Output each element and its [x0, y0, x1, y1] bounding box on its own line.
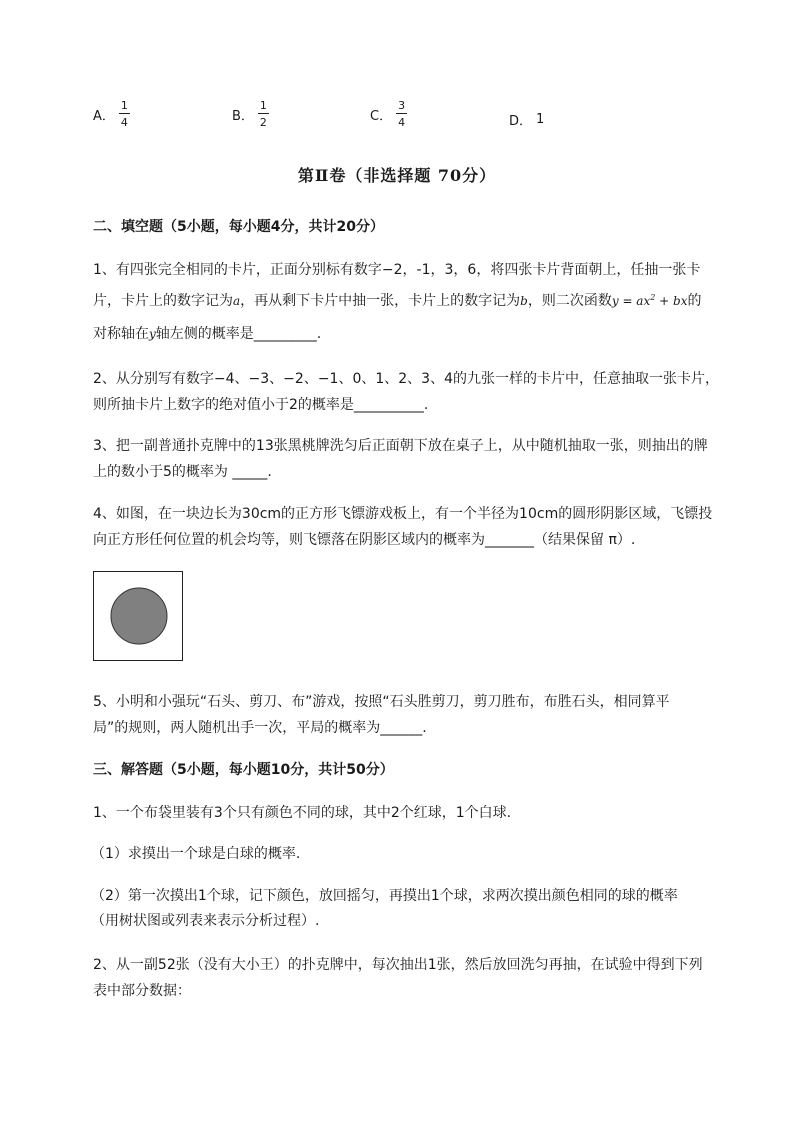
option-d-value: 1 — [536, 112, 545, 127]
option-a-denominator: 4 — [120, 116, 128, 129]
p3-q2-line2: 表中部分数据： — [93, 983, 191, 999]
p2-q4-line1: 4、如图，在一块边长为30cm的正方形飞镖游戏板上，有一个半径为10cm的圆形阴影区域，飞镖投 — [93, 506, 713, 522]
quadratic-function — [612, 294, 688, 308]
option-b-fraction — [258, 100, 269, 128]
option-b-numerator: 1 — [259, 99, 267, 112]
p3-q2-line1: 2、从一副52张（没有大小王）的扑克牌中，每次抽出1张，然后放回洗匀再抽，在试验中得到下列 — [93, 957, 703, 973]
p2-q1-text-e: 对称轴在 — [93, 326, 149, 342]
p3-q1-sub2-line2: （用树状图或列表来表示分析过程）. — [91, 913, 320, 929]
var-y: y — [149, 327, 156, 341]
part2-heading: 二、填空题（5小题，每小题4分，共计20分） — [93, 219, 384, 235]
option-c-denominator: 4 — [398, 116, 406, 129]
var-a: a — [233, 294, 241, 308]
dartboard-svg — [94, 572, 184, 662]
option-a-numerator: 1 — [120, 99, 128, 112]
func-main: y = ax — [611, 294, 651, 308]
p2-q2-line2: 则所抽卡片上数字的绝对值小于2的概率是__________. — [93, 397, 429, 413]
p2-q1-text-a: 片，卡片上的数字记为 — [93, 293, 233, 309]
func-tail: + bx — [655, 294, 688, 308]
option-c-numerator: 3 — [398, 99, 406, 112]
p3-q1-line1: 1、一个布袋里装有3个只有颜色不同的球，其中2个红球，1个白球. — [93, 805, 512, 821]
p2-q1-text-b: ，再从剩下卡片中抽一张，卡片上的数字记为 — [240, 293, 521, 309]
option-b — [232, 100, 269, 128]
option-c-label: C． — [370, 108, 393, 124]
p2-q1-text-c: ，则二次函数 — [527, 293, 612, 309]
p2-q1-line3 — [93, 323, 321, 343]
p3-q1-sub1: （1）求摸出一个球是白球的概率. — [91, 846, 301, 862]
p3-q1-sub2-line1: （2）第一次摸出1个球，记下颜色，放回摇匀，再摸出1个球，求两次摸出颜色相同的球的概率 — [91, 888, 678, 904]
p2-q3-line1: 3、把一副普通扑克牌中的13张黑桃牌洗匀后正面朝下放在桌子上，从中随机抽取一张，则抽出的牌 — [93, 438, 708, 454]
option-a-label: A． — [93, 108, 115, 124]
part3-heading: 三、解答题（5小题，每小题10分，共计50分） — [93, 762, 394, 778]
var-b: b — [520, 294, 528, 308]
p2-q1-text-f: 轴左侧的概率是_________. — [155, 326, 322, 342]
p2-q2-line1: 2、从分别写有数字−4、−3、−2、−1、0、1、2、3、4的九张一样的卡片中，任意抽取一张卡片， — [93, 371, 719, 387]
p2-q3-line2: 上的数小于5的概率为 _____. — [93, 464, 272, 480]
option-b-denominator: 2 — [259, 116, 267, 129]
option-d-label: D． — [509, 114, 533, 129]
p2-q1-text-d: 的 — [687, 293, 702, 309]
p2-q1-line2 — [93, 290, 701, 310]
shaded-circle — [111, 588, 167, 644]
option-d — [509, 110, 544, 129]
p2-q1-line1: 1、有四张完全相同的卡片，正面分别标有数字−2，-1，3，6，将四张卡片背面朝上，任抽一张卡 — [93, 262, 701, 278]
p2-q5-line1: 5、小明和小强玩“石头、剪刀、布”游戏，按照“石头胜剪刀，剪刀胜布，布胜石头，相同算平 — [93, 694, 670, 710]
option-a-fraction — [119, 100, 130, 128]
p2-q5-line2: 局”的规则，两人随机出手一次，平局的概率为______. — [93, 720, 427, 736]
option-c-fraction — [396, 100, 407, 128]
option-b-label: B． — [232, 108, 254, 124]
option-a — [93, 100, 130, 128]
section-title: 第Ⅱ卷（非选择题 70分） — [297, 166, 497, 185]
dartboard-figure — [93, 571, 183, 661]
func-exponent: 2 — [650, 293, 656, 302]
p2-q4-line2: 向正方形任何位置的机会均等，则飞镖落在阴影区域内的概率为_______（结果保留 π）. — [93, 532, 636, 548]
option-c — [370, 100, 407, 128]
